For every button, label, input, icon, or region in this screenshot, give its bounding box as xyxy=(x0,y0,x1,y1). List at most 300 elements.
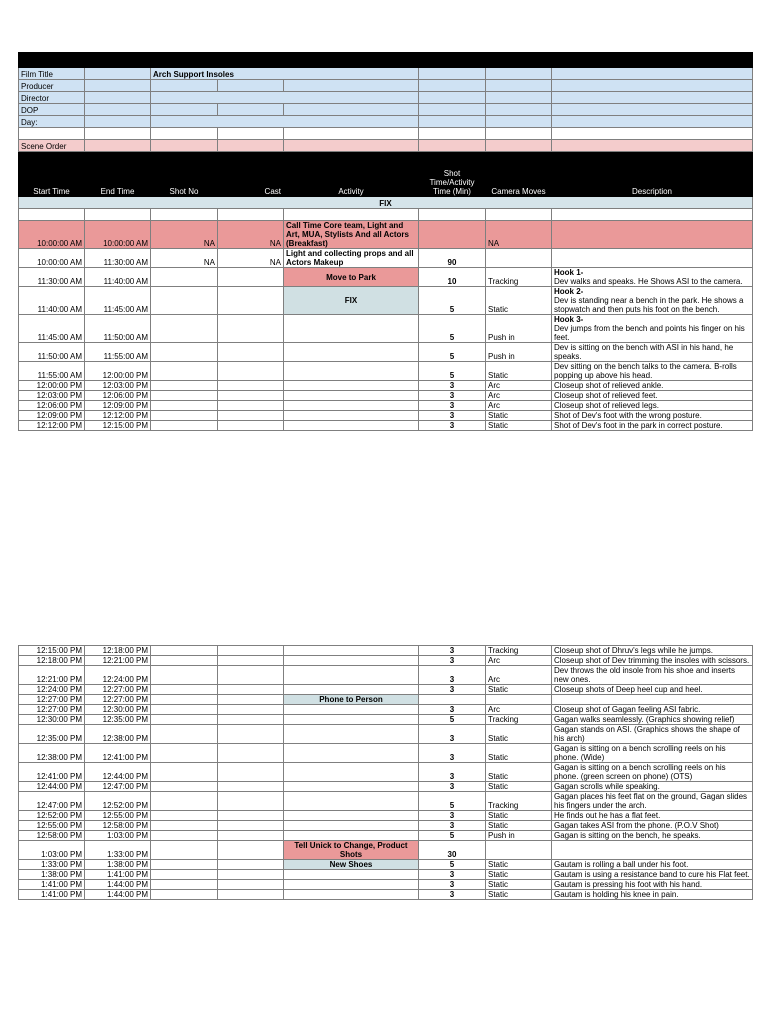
description-cell[interactable] xyxy=(552,666,753,685)
description-cell[interactable] xyxy=(552,315,753,343)
shot-time-cell[interactable]: 5 xyxy=(419,315,486,343)
start-time-cell[interactable]: 12:15:00 PM xyxy=(19,646,85,656)
shot-no-cell[interactable] xyxy=(151,362,218,381)
start-time-cell[interactable]: 11:45:00 AM xyxy=(19,315,85,343)
shot-time-cell[interactable]: 3 xyxy=(419,782,486,792)
shot-time-cell[interactable]: 3 xyxy=(419,685,486,695)
table-row xyxy=(19,870,753,880)
start-time-cell[interactable]: 12:58:00 PM xyxy=(19,831,85,841)
cast-cell[interactable] xyxy=(218,821,284,831)
start-time-cell[interactable]: 12:09:00 PM xyxy=(19,411,85,421)
end-time-cell[interactable]: 1:44:00 PM xyxy=(85,890,151,900)
description-cell[interactable] xyxy=(552,381,753,391)
camera-moves-cell[interactable]: Static xyxy=(486,821,552,831)
cast-cell[interactable] xyxy=(218,880,284,890)
end-time-cell[interactable]: 1:03:00 PM xyxy=(85,831,151,841)
end-time-cell[interactable]: 12:47:00 PM xyxy=(85,782,151,792)
description-text: Gagan stands on ASI. (Graphics shows the shape of his arch) xyxy=(554,725,740,743)
camera-moves-cell[interactable]: Static xyxy=(486,880,552,890)
activity-cell[interactable] xyxy=(284,821,419,831)
shot-time-cell[interactable]: 3 xyxy=(419,880,486,890)
description-cell[interactable] xyxy=(552,401,753,411)
fix-label: FIX xyxy=(19,197,753,209)
table-row xyxy=(19,792,753,811)
cast-cell[interactable] xyxy=(218,744,284,763)
camera-moves-cell[interactable] xyxy=(486,841,552,860)
description-cell[interactable] xyxy=(552,287,753,315)
cast-cell[interactable] xyxy=(218,268,284,287)
camera-moves-cell[interactable]: Arc xyxy=(486,705,552,715)
shot-time-cell[interactable]: 3 xyxy=(419,763,486,782)
activity-cell[interactable] xyxy=(284,685,419,695)
start-time-cell[interactable]: 12:44:00 PM xyxy=(19,782,85,792)
end-time-cell[interactable]: 12:35:00 PM xyxy=(85,715,151,725)
start-time-cell[interactable]: 12:35:00 PM xyxy=(19,725,85,744)
start-time-cell[interactable]: 1:33:00 PM xyxy=(19,860,85,870)
column-header-row xyxy=(19,152,753,197)
end-time-cell[interactable]: 12:24:00 PM xyxy=(85,666,151,685)
description-text: Closeup shot of Gagan feeling ASI fabric. xyxy=(554,705,701,714)
shot-no-cell[interactable] xyxy=(151,268,218,287)
activity-cell[interactable] xyxy=(284,831,419,841)
start-time-cell[interactable]: 11:55:00 AM xyxy=(19,362,85,381)
cast-cell[interactable] xyxy=(218,811,284,821)
cast-cell[interactable] xyxy=(218,685,284,695)
cast-cell[interactable] xyxy=(218,715,284,725)
shot-no-cell[interactable] xyxy=(151,890,218,900)
end-time-cell[interactable]: 12:06:00 PM xyxy=(85,391,151,401)
start-time-cell[interactable]: 12:03:00 PM xyxy=(19,391,85,401)
start-time-cell[interactable]: 12:24:00 PM xyxy=(19,685,85,695)
shot-no-cell[interactable] xyxy=(151,792,218,811)
description-text: Closeup shot of relieved legs. xyxy=(554,401,659,410)
end-time-cell[interactable]: 12:52:00 PM xyxy=(85,792,151,811)
table-row xyxy=(19,705,753,715)
shot-no-cell[interactable] xyxy=(151,287,218,315)
start-time-cell[interactable]: 1:38:00 PM xyxy=(19,870,85,880)
scene-order-row xyxy=(19,140,753,152)
description-text: He finds out he has a flat feet. xyxy=(554,811,661,820)
cast-cell[interactable] xyxy=(218,411,284,421)
cast-cell[interactable] xyxy=(218,860,284,870)
description-cell[interactable] xyxy=(552,646,753,656)
table-row xyxy=(19,287,753,315)
cast-cell[interactable] xyxy=(218,695,284,705)
cast-cell[interactable] xyxy=(218,287,284,315)
end-time-cell[interactable]: 12:27:00 PM xyxy=(85,695,151,705)
cast-cell[interactable] xyxy=(218,656,284,666)
activity-cell[interactable] xyxy=(284,792,419,811)
camera-moves-cell[interactable]: Static xyxy=(486,744,552,763)
cast-cell[interactable] xyxy=(218,725,284,744)
activity-cell[interactable] xyxy=(284,744,419,763)
cast-cell[interactable] xyxy=(218,705,284,715)
end-time-cell[interactable]: 11:50:00 AM xyxy=(85,315,151,343)
activity-cell[interactable] xyxy=(284,880,419,890)
description-text: Closeup shot of Dev trimming the insoles with scissors. xyxy=(554,656,750,665)
activity-cell[interactable] xyxy=(284,362,419,381)
activity-cell[interactable] xyxy=(284,725,419,744)
producer-label: Producer xyxy=(19,80,85,92)
shot-no-cell[interactable] xyxy=(151,725,218,744)
start-time-cell[interactable]: 11:40:00 AM xyxy=(19,287,85,315)
shot-time-cell[interactable]: 5 xyxy=(419,792,486,811)
end-time-cell[interactable]: 12:44:00 PM xyxy=(85,763,151,782)
end-time-cell[interactable]: 12:00:00 PM xyxy=(85,362,151,381)
activity-cell[interactable] xyxy=(284,870,419,880)
activity-cell[interactable] xyxy=(284,890,419,900)
shot-no-cell[interactable]: NA xyxy=(151,249,218,268)
header-shot-time: Shot Time/Activity Time (Min) xyxy=(419,152,486,197)
shot-time-cell[interactable]: 30 xyxy=(419,841,486,860)
shot-time-cell[interactable] xyxy=(419,695,486,705)
activity-cell[interactable] xyxy=(284,411,419,421)
cast-cell[interactable] xyxy=(218,362,284,381)
shot-no-cell[interactable] xyxy=(151,880,218,890)
shot-no-cell[interactable] xyxy=(151,381,218,391)
description-cell[interactable] xyxy=(552,811,753,821)
shot-time-cell[interactable]: 3 xyxy=(419,666,486,685)
table-row xyxy=(19,695,753,705)
camera-moves-cell[interactable] xyxy=(486,249,552,268)
description-cell[interactable] xyxy=(552,792,753,811)
shot-no-cell[interactable] xyxy=(151,782,218,792)
shot-time-cell[interactable]: 90 xyxy=(419,249,486,268)
activity-cell[interactable]: Light and collecting props and all Actors Makeup xyxy=(284,249,419,268)
shot-time-cell[interactable]: 5 xyxy=(419,362,486,381)
start-time-cell[interactable]: 12:12:00 PM xyxy=(19,421,85,431)
shot-no-cell[interactable] xyxy=(151,695,218,705)
start-time-cell[interactable]: 11:50:00 AM xyxy=(19,343,85,362)
description-text: Gautam is using a resistance band to cure his Flat feet. xyxy=(554,870,750,879)
shot-time-cell[interactable]: 3 xyxy=(419,725,486,744)
table-row xyxy=(19,880,753,890)
end-time-cell[interactable]: 11:30:00 AM xyxy=(85,249,151,268)
shot-time-cell[interactable]: 3 xyxy=(419,401,486,411)
description-cell[interactable] xyxy=(552,860,753,870)
cast-cell[interactable] xyxy=(218,343,284,362)
description-cell[interactable] xyxy=(552,268,753,287)
activity-cell[interactable] xyxy=(284,315,419,343)
start-time-cell[interactable]: 12:06:00 PM xyxy=(19,401,85,411)
camera-moves-cell[interactable]: Static xyxy=(486,811,552,821)
end-time-cell[interactable]: 1:41:00 PM xyxy=(85,870,151,880)
activity-cell[interactable] xyxy=(284,666,419,685)
start-time-cell[interactable]: 12:52:00 PM xyxy=(19,811,85,821)
activity-cell[interactable]: Tell Unick to Change, Product Shots xyxy=(284,841,419,860)
shot-time-cell[interactable] xyxy=(419,221,486,249)
cast-cell[interactable] xyxy=(218,792,284,811)
shot-no-cell[interactable] xyxy=(151,391,218,401)
camera-moves-cell[interactable]: Static xyxy=(486,421,552,431)
cast-cell[interactable] xyxy=(218,646,284,656)
shot-time-cell[interactable]: 3 xyxy=(419,744,486,763)
camera-moves-cell[interactable]: Push in xyxy=(486,315,552,343)
shot-time-cell[interactable]: 5 xyxy=(419,343,486,362)
description-cell[interactable] xyxy=(552,744,753,763)
description-text: Gagan scrolls while speaking. xyxy=(554,782,660,791)
blank-row xyxy=(19,209,753,221)
start-time-cell[interactable]: 1:03:00 PM xyxy=(19,841,85,860)
shot-time-cell[interactable]: 3 xyxy=(419,381,486,391)
start-time-cell[interactable]: 12:18:00 PM xyxy=(19,656,85,666)
description-cell[interactable] xyxy=(552,880,753,890)
end-time-cell[interactable]: 12:30:00 PM xyxy=(85,705,151,715)
start-time-cell[interactable]: 12:21:00 PM xyxy=(19,666,85,685)
shot-no-cell[interactable] xyxy=(151,401,218,411)
description-text: Dev throws the old insole from his shoe and inserts new ones. xyxy=(554,666,735,684)
shot-no-cell[interactable] xyxy=(151,646,218,656)
activity-cell[interactable] xyxy=(284,715,419,725)
description-cell[interactable] xyxy=(552,391,753,401)
header-description: Description xyxy=(552,152,753,197)
activity-cell[interactable] xyxy=(284,401,419,411)
dop-row xyxy=(19,104,753,116)
shot-no-cell[interactable] xyxy=(151,656,218,666)
description-cell[interactable] xyxy=(552,411,753,421)
activity-cell[interactable] xyxy=(284,343,419,362)
description-cell[interactable] xyxy=(552,870,753,880)
end-time-cell[interactable]: 11:55:00 AM xyxy=(85,343,151,362)
shot-no-cell[interactable] xyxy=(151,666,218,685)
start-time-cell[interactable]: 12:00:00 PM xyxy=(19,381,85,391)
camera-moves-cell[interactable]: Push in xyxy=(486,831,552,841)
table-row xyxy=(19,268,753,287)
table-row xyxy=(19,381,753,391)
shot-no-cell[interactable] xyxy=(151,831,218,841)
activity-cell[interactable]: Call Time Core team, Light and Art, MUA, Stylists And all Actors (Breakfast) xyxy=(284,221,419,249)
shot-no-cell[interactable] xyxy=(151,685,218,695)
shot-no-cell[interactable] xyxy=(151,811,218,821)
table-row xyxy=(19,890,753,900)
shot-no-cell[interactable] xyxy=(151,744,218,763)
shot-no-cell[interactable] xyxy=(151,343,218,362)
camera-moves-cell[interactable]: Tracking xyxy=(486,646,552,656)
camera-moves-cell[interactable]: Static xyxy=(486,411,552,421)
camera-moves-cell[interactable]: Static xyxy=(486,685,552,695)
shot-time-cell[interactable]: 3 xyxy=(419,890,486,900)
description-cell[interactable] xyxy=(552,695,753,705)
end-time-cell[interactable]: 11:40:00 AM xyxy=(85,268,151,287)
camera-moves-cell[interactable] xyxy=(486,695,552,705)
description-cell[interactable] xyxy=(552,821,753,831)
table-row xyxy=(19,744,753,763)
table-row xyxy=(19,343,753,362)
end-time-cell[interactable]: 12:09:00 PM xyxy=(85,401,151,411)
end-time-cell[interactable]: 11:45:00 AM xyxy=(85,287,151,315)
end-time-cell[interactable]: 12:41:00 PM xyxy=(85,744,151,763)
film-title-label: Film Title xyxy=(19,68,85,80)
description-cell[interactable] xyxy=(552,782,753,792)
activity-cell[interactable]: Phone to Person xyxy=(284,695,419,705)
table-row xyxy=(19,763,753,782)
cast-cell[interactable] xyxy=(218,763,284,782)
shot-no-cell[interactable] xyxy=(151,763,218,782)
shot-no-cell[interactable] xyxy=(151,860,218,870)
description-cell[interactable] xyxy=(552,831,753,841)
camera-moves-cell[interactable]: Tracking xyxy=(486,715,552,725)
cast-cell[interactable]: NA xyxy=(218,221,284,249)
camera-moves-cell[interactable]: Static xyxy=(486,870,552,880)
end-time-cell[interactable]: 1:38:00 PM xyxy=(85,860,151,870)
end-time-cell[interactable]: 12:58:00 PM xyxy=(85,821,151,831)
end-time-cell[interactable]: 10:00:00 AM xyxy=(85,221,151,249)
director-row xyxy=(19,92,753,104)
cast-cell[interactable] xyxy=(218,666,284,685)
shot-time-cell[interactable]: 3 xyxy=(419,421,486,431)
description-cell[interactable] xyxy=(552,249,753,268)
shot-no-cell[interactable] xyxy=(151,705,218,715)
cast-cell[interactable] xyxy=(218,831,284,841)
description-text: Dev jumps from the bench and points his finger on his feet. xyxy=(554,324,745,342)
cast-cell[interactable]: NA xyxy=(218,249,284,268)
camera-moves-cell[interactable]: Arc xyxy=(486,656,552,666)
cast-cell[interactable] xyxy=(218,841,284,860)
shot-time-cell[interactable]: 5 xyxy=(419,287,486,315)
description-cell[interactable] xyxy=(552,763,753,782)
cast-cell[interactable] xyxy=(218,782,284,792)
activity-cell[interactable] xyxy=(284,763,419,782)
start-time-cell[interactable]: 12:38:00 PM xyxy=(19,744,85,763)
end-time-cell[interactable]: 12:03:00 PM xyxy=(85,381,151,391)
activity-cell[interactable]: New Shoes xyxy=(284,860,419,870)
shot-time-cell[interactable]: 5 xyxy=(419,860,486,870)
start-time-cell[interactable]: 10:00:00 AM xyxy=(19,249,85,268)
shot-time-cell[interactable]: 3 xyxy=(419,821,486,831)
end-time-cell[interactable]: 12:38:00 PM xyxy=(85,725,151,744)
camera-moves-cell[interactable]: Static xyxy=(486,287,552,315)
shot-no-cell[interactable] xyxy=(151,715,218,725)
cast-cell[interactable] xyxy=(218,421,284,431)
camera-moves-cell[interactable]: Arc xyxy=(486,401,552,411)
table-row xyxy=(19,831,753,841)
cast-cell[interactable] xyxy=(218,401,284,411)
table-row xyxy=(19,685,753,695)
description-text: Closeup shot of relieved feet. xyxy=(554,391,658,400)
shot-no-cell[interactable] xyxy=(151,870,218,880)
start-time-cell[interactable]: 12:30:00 PM xyxy=(19,715,85,725)
shot-time-cell[interactable]: 3 xyxy=(419,411,486,421)
camera-moves-cell[interactable]: Static xyxy=(486,890,552,900)
shot-no-cell[interactable]: NA xyxy=(151,221,218,249)
director-label: Director xyxy=(19,92,85,104)
activity-cell[interactable] xyxy=(284,381,419,391)
shot-time-cell[interactable]: 3 xyxy=(419,811,486,821)
header-start-time: Start Time xyxy=(19,152,85,197)
camera-moves-cell[interactable]: Arc xyxy=(486,391,552,401)
start-time-cell[interactable]: 12:41:00 PM xyxy=(19,763,85,782)
camera-moves-cell[interactable]: Static xyxy=(486,763,552,782)
cast-cell[interactable] xyxy=(218,381,284,391)
description-cell[interactable] xyxy=(552,890,753,900)
end-time-cell[interactable]: 1:44:00 PM xyxy=(85,880,151,890)
end-time-cell[interactable]: 12:55:00 PM xyxy=(85,811,151,821)
hook-title: Hook 1- xyxy=(554,268,584,277)
activity-cell[interactable] xyxy=(284,646,419,656)
activity-cell[interactable]: Move to Park xyxy=(284,268,419,287)
shot-no-cell[interactable] xyxy=(151,421,218,431)
activity-cell[interactable] xyxy=(284,391,419,401)
description-cell[interactable] xyxy=(552,343,753,362)
start-time-cell[interactable]: 1:41:00 PM xyxy=(19,880,85,890)
activity-cell[interactable] xyxy=(284,421,419,431)
shot-no-cell[interactable] xyxy=(151,841,218,860)
description-cell[interactable] xyxy=(552,221,753,249)
start-time-cell[interactable]: 1:41:00 PM xyxy=(19,890,85,900)
activity-cell[interactable]: FIX xyxy=(284,287,419,315)
table-row xyxy=(19,646,753,656)
shot-time-cell[interactable]: 3 xyxy=(419,705,486,715)
camera-moves-cell[interactable]: Arc xyxy=(486,381,552,391)
shot-time-cell[interactable]: 10 xyxy=(419,268,486,287)
camera-moves-cell[interactable]: Static xyxy=(486,362,552,381)
end-time-cell[interactable]: 12:12:00 PM xyxy=(85,411,151,421)
shot-no-cell[interactable] xyxy=(151,411,218,421)
film-title-value[interactable]: Arch Support Insoles xyxy=(151,68,419,80)
camera-moves-cell[interactable]: Arc xyxy=(486,666,552,685)
camera-moves-cell[interactable]: Tracking xyxy=(486,792,552,811)
cast-cell[interactable] xyxy=(218,315,284,343)
start-time-cell[interactable]: 12:55:00 PM xyxy=(19,821,85,831)
description-text: Gagan is sitting on the bench, he speaks. xyxy=(554,831,701,840)
cast-cell[interactable] xyxy=(218,391,284,401)
camera-moves-cell[interactable]: Static xyxy=(486,860,552,870)
description-cell[interactable] xyxy=(552,362,753,381)
start-time-cell[interactable]: 11:30:00 AM xyxy=(19,268,85,287)
description-cell[interactable] xyxy=(552,705,753,715)
activity-cell[interactable] xyxy=(284,811,419,821)
start-time-cell[interactable]: 12:27:00 PM xyxy=(19,695,85,705)
table-row xyxy=(19,249,753,268)
start-time-cell[interactable]: 12:47:00 PM xyxy=(19,792,85,811)
shot-time-cell[interactable]: 3 xyxy=(419,870,486,880)
end-time-cell[interactable]: 12:15:00 PM xyxy=(85,421,151,431)
cast-cell[interactable] xyxy=(218,870,284,880)
end-time-cell[interactable]: 12:27:00 PM xyxy=(85,685,151,695)
end-time-cell[interactable]: 1:33:00 PM xyxy=(85,841,151,860)
camera-moves-cell[interactable]: Static xyxy=(486,725,552,744)
shot-no-cell[interactable] xyxy=(151,821,218,831)
cast-cell[interactable] xyxy=(218,890,284,900)
activity-cell[interactable] xyxy=(284,782,419,792)
camera-moves-cell[interactable]: Static xyxy=(486,782,552,792)
description-cell[interactable] xyxy=(552,421,753,431)
activity-cell[interactable] xyxy=(284,656,419,666)
table-row xyxy=(19,782,753,792)
camera-moves-cell[interactable]: Tracking xyxy=(486,268,552,287)
header-shot-no: Shot No xyxy=(151,152,218,197)
description-cell[interactable] xyxy=(552,841,753,860)
description-cell[interactable] xyxy=(552,715,753,725)
start-time-cell[interactable]: 12:27:00 PM xyxy=(19,705,85,715)
activity-cell[interactable] xyxy=(284,705,419,715)
shot-time-cell[interactable]: 5 xyxy=(419,715,486,725)
shot-time-cell[interactable]: 3 xyxy=(419,656,486,666)
camera-moves-cell[interactable]: Push in xyxy=(486,343,552,362)
camera-moves-cell[interactable]: NA xyxy=(486,221,552,249)
shot-no-cell[interactable] xyxy=(151,315,218,343)
description-cell[interactable] xyxy=(552,656,753,666)
description-cell[interactable] xyxy=(552,685,753,695)
description-cell[interactable] xyxy=(552,725,753,744)
end-time-cell[interactable]: 12:21:00 PM xyxy=(85,656,151,666)
table-row xyxy=(19,656,753,666)
shot-time-cell[interactable]: 5 xyxy=(419,831,486,841)
end-time-cell[interactable]: 12:18:00 PM xyxy=(85,646,151,656)
shot-time-cell[interactable]: 3 xyxy=(419,646,486,656)
start-time-cell[interactable]: 10:00:00 AM xyxy=(19,221,85,249)
shot-time-cell[interactable]: 3 xyxy=(419,391,486,401)
